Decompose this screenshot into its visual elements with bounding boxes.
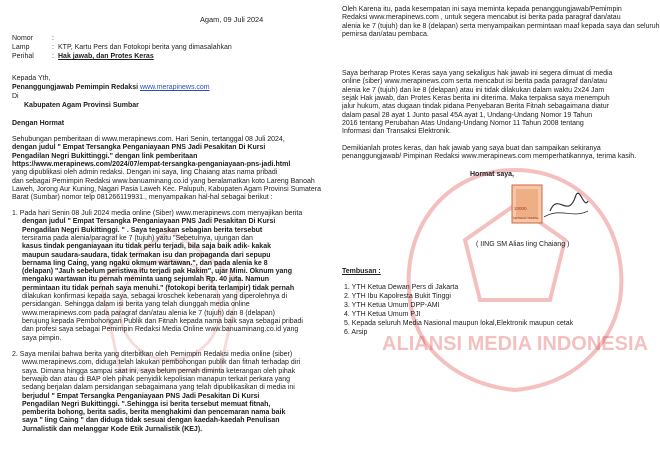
point-1-line: permintaan itu tidak pernah saya menuhi." (fotokopi berita terlampir) tidak pernah xyxy=(22,284,295,292)
opening-paragraph-line: Pengadilan Negri Bukittinggi." dengan link pemberitaan xyxy=(12,152,198,160)
point-1-line: (delapan) "Jauh sebelum peristiwa itu terjadi pak Hakim", ujar Mimi. Oknum yang xyxy=(22,268,292,276)
point-1-line: kasus tindak penganiayaan itu tidak perlu terjadi, bila saja baik adik- kakak xyxy=(22,243,271,251)
point-1-line: mengaku wartawan itu pernah meminta uang sejumlah Rp. 40 juta. Namun xyxy=(22,276,269,284)
point-1-line: maupun saudara-saudara, tidak termakan isu dan propaganda dari sepupu xyxy=(22,251,271,259)
perihal-sep: : xyxy=(52,53,54,60)
point-1-line: dan profesi saya sebagai Pemimpin Redaksi Media Online www.banuaminang.co.id yang xyxy=(22,326,299,334)
lamp-sep: : xyxy=(52,44,54,51)
nomor-label: Nomor xyxy=(12,35,34,42)
tembusan-item: 6. Arsip xyxy=(344,329,368,336)
opening-paragraph-line: Sehubungan pemberitaan di www.merapinews.com. Hari Senin, tertanggal 08 Juli 2024, xyxy=(12,136,285,143)
letter-date: Agam, 09 Juli 2024 xyxy=(200,15,264,24)
lamp-label: Lamp xyxy=(12,44,30,51)
opening-paragraph-line: https://www.merapinews.com/2024/07/empat-tersangka-penganiayaan-pns-jadi.html xyxy=(12,160,291,168)
request-paragraph-line: Oleh Karena itu, pada kesempatan ini saya meminta kepada penanggungjawab/Pemimpin xyxy=(342,6,622,13)
tembusan-item: 3. YTH Ketua Umum DPP-AMI xyxy=(344,302,440,309)
point-2-line: saya. Dimana hingga sampai saat ini, saya belum pernah diminta keterangan oleh pihak xyxy=(22,367,296,375)
point-2-line: Pengadilan Negri Bukittinggi. ".Sehingga isi berita tersebut memuat fitnah, xyxy=(22,400,271,408)
stamp-value: 10000 xyxy=(514,206,527,211)
opening-paragraph-line: dan sebagai Pemimpin Redaksi www.banuaminang.co.id yang beralamatkan koto Lareng Banoah xyxy=(12,177,315,185)
perihal-label: Perihal xyxy=(12,53,34,60)
signature-name: ( IING SM Alias Iing Chaiang ) xyxy=(476,241,570,248)
point-2-line: berwajib dan atau di BAP oleh pihak penyidik kepolisian manapun terkait perkara yang xyxy=(22,375,290,383)
point-1-line: saya pimpin. xyxy=(22,334,62,342)
opening-paragraph-line: yang dipublikasi oleh admin redaksi. Dengan ini saya, Iing Chaiang atas nama pribadi xyxy=(12,169,278,177)
signature-salutation: Hormat saya, xyxy=(470,171,514,178)
point-1-line: 1. Pada hari Senin 08 Juli 2024 media online (Siber) www.merapinews.com menyajikan berita xyxy=(12,210,303,217)
opening-paragraph-line: dengan judul " Empat Tersangka Penganiayaan PNS Jadi Pesakitan Di Kursi xyxy=(12,144,266,152)
point-2-line: pemberita bohong, berita sadis, berita menghakimi dan pencemaran nama baik xyxy=(22,409,286,417)
point-2-line: berjudul " Empat Tersangka Penganiayaan PNS Jadi Pesakitan Di Kursi xyxy=(22,392,260,400)
opening-paragraph-line: Laweh, Jorong Aur Kuning, Nagari Pasia Laweh Kec. Palupuh, Kabupaten Agam Provinsi Sumatera xyxy=(12,185,321,193)
point-1-line: dengan judul " Empat Tersangka Penganiayaan PNS Jadi Pesakitan Di Kursi xyxy=(22,218,276,226)
point-1-line: Pengadilan Negri Bukittinggi. " . Saya tegaskan sebagian berita tersebut xyxy=(22,226,263,234)
perihal-value: Hak jawab, dan Protes Keras xyxy=(58,53,154,60)
point-1-line: persidangan. Sehingga dalam isi berita yang telah diunggah media online xyxy=(22,301,250,309)
hope-paragraph-line: sejak Hak jawab, dan Protes Keras berita ini diterima. Maka terpaksa saya menempuh xyxy=(342,94,610,102)
request-paragraph-line: pemirsa dan/atau pembaca. xyxy=(342,30,429,38)
tembusan-title: Tembusan : xyxy=(342,268,381,275)
point-2-line: www.merapinews.com, diduga telah lakukan pembohongan publik dan fitnah terhadap diri xyxy=(22,359,301,367)
point-2-line: saya " Iing Caing " dan diduga tidak sesuai dengan kaedah-kaedah Penulisan xyxy=(22,417,280,425)
point-2-line: 2. Saya menilai bahwa berita yang diterbitkan oleh Pemimpin Redaksi media online (siber) xyxy=(12,351,293,358)
tembusan-item: 4. YTH Ketua Umum PJI xyxy=(344,311,421,318)
hope-paragraph-line: dalam pasal 28 ayat 1 Junto pasal 45A ayat 1, Undang-Undang Nomor 19 Tahun xyxy=(342,111,593,119)
point-1-line: www.merapinews.com pada paragraf dan/atau alenia ke 7 (tujuh) dan 8 (delapan) xyxy=(22,309,275,317)
watermark-text: ALIANSI MEDIA INDONESIA xyxy=(382,333,648,355)
tembusan-item: 5. Kepada seluruh Media Nasional maupun lokal,Elektronik maupun cetak xyxy=(344,320,574,327)
point-2-line: Jurnalistik dan melanggar Kode Etik Jurnalistik (KEJ). xyxy=(22,425,203,433)
hope-paragraph-line: 2016 tentang Perubahan Atas Undang-Undang Nomor 11 Tahun 2008 tentang xyxy=(342,119,584,127)
recipient-line-4: Kabupaten Agam Provinsi Sumbar xyxy=(24,102,139,109)
recipient-link[interactable]: www.merapinews.com xyxy=(139,84,210,91)
greeting: Dengan Hormat xyxy=(12,120,65,127)
nomor-sep: : xyxy=(52,35,54,42)
request-paragraph-line: alenia ke 7 (tujuh) dan ke 8 (delapan) serta menyampaikan permintaan maaf kepada saya dan seluruh xyxy=(342,22,660,30)
hope-paragraph-line: online (siber) www.merapinews.com serta mencabut isi berita pada paragraf dan/atau xyxy=(342,78,607,86)
point-1-line: tersirama pada alenia/paragraf ke 7 (tujuh) yaitu "Sebetulnya, ujungan dan xyxy=(22,234,253,242)
lamp-value: KTP, Kartu Pers dan Fotokopi berita yang dimasalahkan xyxy=(58,44,232,51)
hope-paragraph-line: alenia ke 7 (tujuh) dan ke 8 (delapan) atau ini tidak dilakukan dalam waktu 2x24 Jam xyxy=(342,86,605,94)
stamp-label: METERAI TEMPEL xyxy=(513,216,540,220)
recipient-line-1: Kepada Yth, xyxy=(12,75,51,82)
recipient-line-3: Di xyxy=(12,93,19,100)
closing-paragraph-line: Demikianlah protes keras, dan hak jawab yang saya buat dan sampaikan sekiranya xyxy=(342,145,601,152)
opening-paragraph-line: Barat (Sumbar) nomor telp 081266119931., menyampaikan hal-hal sebagai berikut : xyxy=(12,194,273,202)
tembusan-item: 1. YTH Ketua Dewan Pers di Jakarta xyxy=(344,284,459,291)
hope-paragraph-line: Saya berharap Protes Keras saya yang sekaligus hak jawab ini segera dimuat di media xyxy=(342,70,613,77)
tembusan-item: 2. YTH Ibu Kapolresta Bukit Tinggi xyxy=(344,293,451,300)
recipient-role: Penanggungjawab Pemimpin Redaksi xyxy=(12,84,139,91)
point-2-line: sedang berjalan dalam persidangan sebagaimana yang telah dipublikasikan di media ini xyxy=(22,384,295,392)
recipient-line-2 xyxy=(12,84,210,92)
point-1-line: dilakukan konfirmasi kepada saya, sebagai kroschek kebenaran yang diperolehnya di xyxy=(22,293,287,300)
closing-paragraph-line: penanggungjawab/ Pimpinan Redaksi www.merapinews.com memperhatikannya, terima kasih. xyxy=(342,153,637,161)
hope-paragraph-line: Informasi dan Transaksi Elektronik. xyxy=(342,128,451,136)
hope-paragraph-line: jalur hukum, atas dugaan tindak pidana Penyebaran Berita Fitnah sebagaimana diatur xyxy=(342,103,609,111)
request-paragraph-line: Redaksi www.merapinews.com , untuk segera mencabut isi berita pada paragraf dan/atau xyxy=(342,14,621,22)
point-1-line: berujung kepada Pembohongan Publik dan Fitnah kepada nama baik saya sebagai pribadi xyxy=(22,317,303,325)
point-1-line: bernama Iing Caing, yang ngaku okmum wartawan.", dan pada alenia ke 8 xyxy=(22,259,268,267)
